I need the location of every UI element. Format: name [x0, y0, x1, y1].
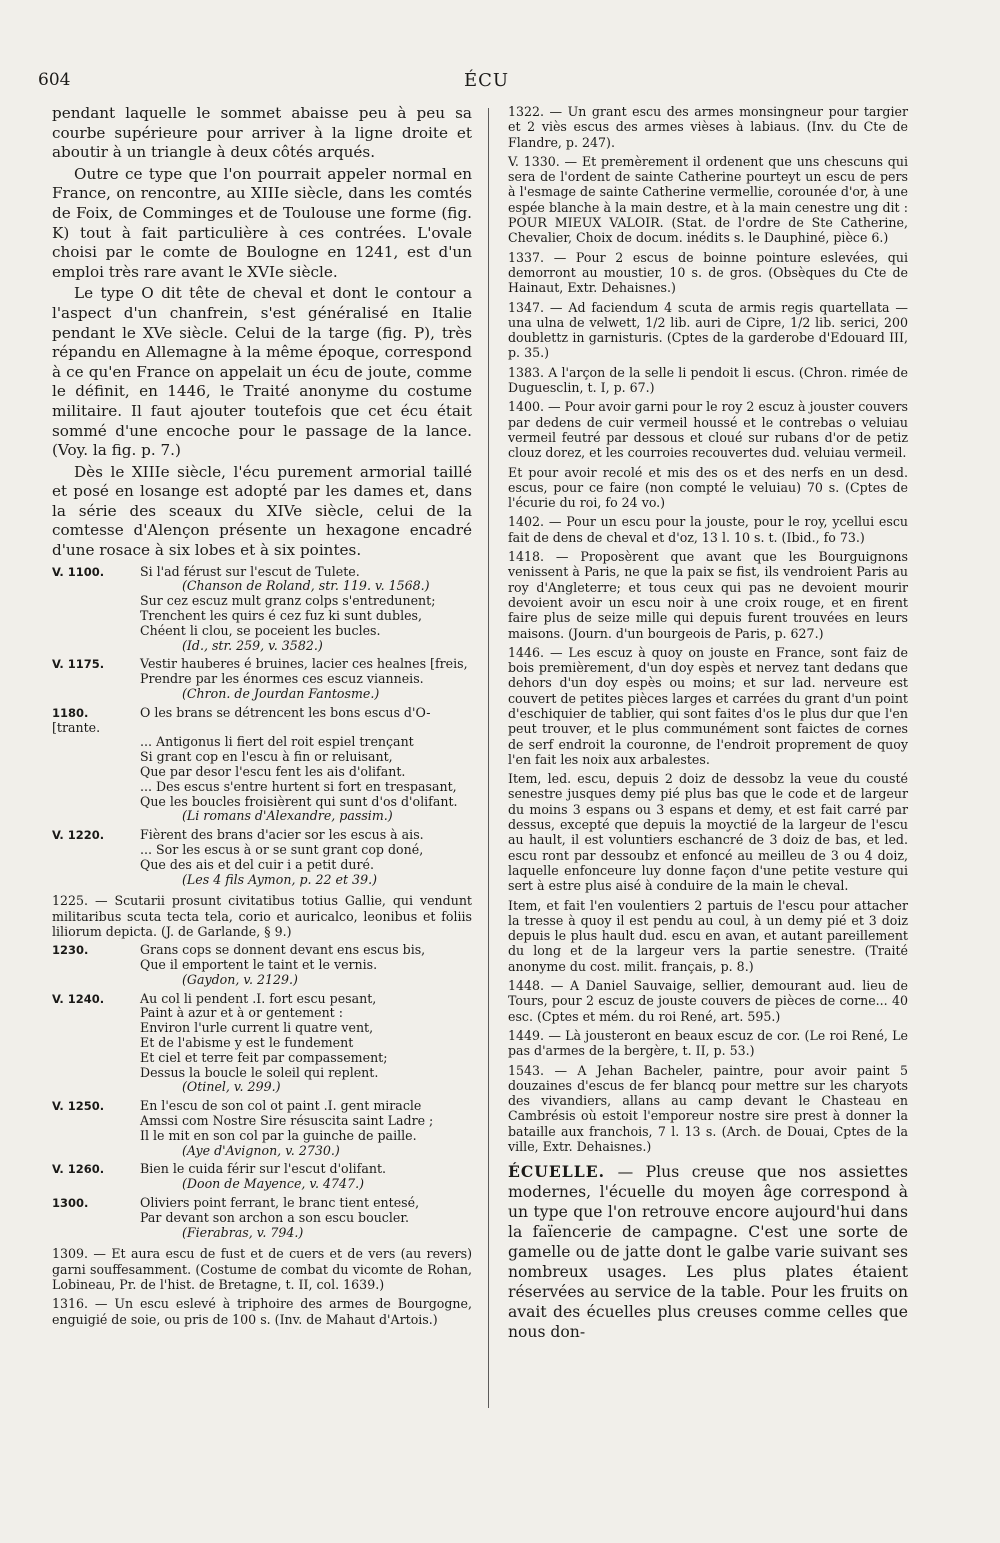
verse-line: Et de l'abisme y est le fundement: [140, 1035, 354, 1051]
entry-1400: 1400. — Pour avoir garni pour le roy 2 escuz à jouster couvers par dedens de cuir vermeil houssé et le contrebas o veluiau vermeil feutré par dessous et cloué sur rubans d'or de petiz clouz dorez, et les courroies recouvertes dud. veluiau vermeil.: [508, 399, 908, 461]
citation-date: 1230.: [52, 943, 89, 958]
verse-line: Grans cops se donnent devant ens escus bis,: [140, 942, 426, 958]
citation-source: (Chanson de Roland, str. 119. v. 1568.): [182, 578, 430, 594]
citation-source: (Les 4 fils Aymon, p. 22 et 39.): [182, 871, 377, 887]
verse-line: Bien le cuida férir sur l'escut d'olifant.: [140, 1161, 387, 1177]
entry-1330: V. 1330. — Et premèrement il ordenent que uns chescuns qui sera de l'ordent de sainte Catherine pourteyt un escu de pers à l'esmage de sainte Catherine vermellie, corounée d'or, à une espée blanche à la main destre, et à la main cenestre ung dit : POUR MIEUX VALOIR. (Stat. de l'ordre de Ste Catherine, Chevalier, Choix de docum. inédits s. le Dauphiné, pièce 6.): [508, 153, 908, 246]
paragraph: Outre ce type que l'on pourrait appeler normal en France, on rencontre, au XIIIe siècle, dans les comtés de Foix, de Comminges et de Toulouse une forme (fig. K) tout à fait particulière à ces contrées. L'ovale choisi par le comte de Boulogne en 1241, est d'un emploi très rare avant le XVIe siècle.: [52, 164, 472, 281]
headword: ÉCUELLE.: [508, 1162, 606, 1182]
entry-1449: 1449. — Là jousteront en beaux escuz de cor. (Le roi René, Le pas d'armes de la bergère, t. II, p. 53.): [508, 1027, 908, 1059]
entry-1383: 1383. A l'arçon de la selle li pendoit li escus. (Chron. rimée de Duguesclin, t. I, p. 67.): [508, 364, 908, 396]
citation-source: (Gaydon, v. 2129.): [182, 971, 298, 987]
column-divider: [488, 108, 489, 1408]
verse-line: Fièrent des brans d'acier sor les escus à ais.: [140, 827, 424, 843]
citation-source: (Fierabras, v. 794.): [182, 1224, 304, 1240]
citation-date: 1300.: [52, 1196, 89, 1211]
verse-line: Vestir hauberes é bruines, lacier ces healnes [freis,: [140, 656, 468, 672]
citation-1100: [52, 565, 472, 654]
paragraph: Le type O dit tête de cheval et dont le contour a l'aspect d'un chanfrein, s'est généralisé en Italie pendant le XVe siècle. Celui de la targe (fig. P), très répandu en Allemagne à la même époque, correspond à ce qu'en France on appelait un écu de joute, comme le définit, en 1446, le Traité anonyme du costume militaire. Il faut ajouter toutefois que cet écu était sommé d'une encoche pour le passage de la lance. (Voy. la fig. p. 7.): [52, 284, 472, 460]
verse-line: Amssi com Nostre Sire résuscita saint Ladre ;: [140, 1113, 434, 1129]
entry-1448: 1448. — A Daniel Sauvaige, sellier, demourant aud. lieu de Tours, pour 2 escuz de jouste couvers de pièces de corne... 40 esc. (Cptes et mém. du roi René, art. 595.): [508, 978, 908, 1024]
entry-1402: 1402. — Pour un escu pour la jouste, pour le roy, ycellui escu fait de dens de cheval et d'oz, 13 l. 10 s. t. (Ibid., fo 73.): [508, 514, 908, 545]
verse-line: Que il emportent le taint et le vernis.: [140, 957, 378, 973]
page-number: 604: [38, 70, 71, 90]
citation-source: (Otinel, v. 299.): [182, 1079, 281, 1095]
verse-line: Environ l'urle current li quatre vent,: [140, 1020, 374, 1036]
verse-line: Que les boucles froisièrent qui sunt d'os d'olifant.: [140, 793, 458, 809]
verse-line: ... Sor les escus à or se sunt grant cop doné,: [140, 842, 424, 857]
verse-line: ... Des escus s'entre hurtent si fort en trespasant,: [140, 778, 457, 794]
verse-line: Oliviers point ferrant, le branc tient entesé,: [140, 1195, 420, 1211]
citation-date: V. 1175.: [52, 657, 105, 672]
entry-1347: 1347. — Ad faciendum 4 scuta de armis regis quartellata — una ulna de velwett, 1/2 lib. auri de Cipre, 1/2 lib. serici, 200 doublettz in garnisturis. (Cptes de la garderobe d'Edouard III, p. 35.): [508, 299, 908, 361]
paragraph: pendant laquelle le sommet abaisse peu à peu sa courbe supérieure pour arriver à la ligne droite et aboutir à un triangle à deux côtés arqués.: [52, 104, 472, 162]
citation-source: (Aye d'Avignon, v. 2730.): [182, 1142, 340, 1158]
verse-line: Dessus la boucle le soleil qui replent.: [140, 1064, 379, 1080]
entry-1418: 1418. — Proposèrent que avant que les Bourguignons venissent à Paris, ne que la paix se fist, ils vendroient Paris au roy d'Angleterre; et tous ceux qui pas ne devoient mourir devoient avoir un escu noir à une croix rouge, et en firent faire plus de seize mille qui depuis furent trouvées en leurs maisons. (Journ. d'un bourgeois de Paris, p. 627.): [508, 549, 908, 641]
citation-1240: [52, 992, 472, 1096]
citation-date: V. 1100.: [52, 564, 105, 579]
verse-line: Si l'ad férust sur l'escut de Tulete.: [140, 563, 360, 579]
citation-1225: 1225. — Scutarii prosunt civitatibus totius Gallie, qui vendunt militaribus scuta tecta tela, corio et auricalco, leonibus et foliis liliorum depicta. (J. de Garlande, § 9.): [52, 893, 472, 939]
verse-line: Que par desor l'escu fent les ais d'olifant.: [140, 764, 406, 780]
citation-1250: [52, 1099, 472, 1158]
verse-line: En l'escu de son col ot paint .I. gent miracle: [140, 1098, 422, 1114]
citation-1260: [52, 1162, 472, 1192]
entry-1446-item-1: Item, led. escu, depuis 2 doiz de dessobz la veue du cousté senestre jusques demy pié plus bas que le code et de largeur du moins 3 espans ou 3 espans et demy, et est fait carré par dessus, excepté que depuis la moyctié de la largeur de l'escu au hault, il est voluntiers eschancré de 3 doiz de bas, et led. escu ront par dessoubz et enfoncé au meilleu de 3 ou 4 doiz, laquelle enfonceure luy donne façon d'une petite vesture qui sert à estre plus aisé à conduire de la main le cheval.: [508, 771, 908, 894]
citation-1175: [52, 657, 472, 701]
article-text: — Plus creuse que nos assiettes modernes, l'écuelle du moyen âge correspond à un type que l'on retrouve encore aujourd'hui dans la faïencerie de campagne. C'est une sorte de gamelle ou de jatte dont le galbe varie suivant ses nombreux usages. Les plus plates étaient réservées au service de la table. Pour les fruits on avait des écuelles plus creuses comme celles que nous don-: [508, 1163, 908, 1342]
verse-line: Prendre par les énormes ces escuz vianneis.: [140, 671, 424, 687]
citation-source: (Li romans d'Alexandre, passim.): [182, 808, 393, 824]
verse-line: O les brans se détrencent les bons escus d'O- [trante.: [52, 704, 431, 735]
verse-line: Sur cez escuz mult granz colps s'entredunent;: [140, 593, 436, 609]
right-column: [508, 104, 908, 1358]
left-column: [52, 104, 472, 1331]
citation-source: (Doon de Mayence, v. 4747.): [182, 1176, 364, 1192]
citation-source: (Chron. de Jourdan Fantosme.): [182, 686, 380, 702]
citation-1180: [52, 706, 472, 824]
verse-line: Si grant cop en l'escu à fin or reluisant,: [140, 749, 393, 765]
running-head: ÉCU: [464, 70, 510, 91]
verse-line: Il le mit en son col par la guinche de paille.: [140, 1127, 417, 1143]
paragraph: Dès le XIIIe siècle, l'écu purement armorial taillé et posé en losange est adopté par les dames et, dans la série des sceaux du XIVe siècle, celui de la comtesse d'Alençon présente un hexagone encadré d'une rosace à six lobes et à six pointes.: [52, 462, 472, 560]
verse-line: Trenchent les quirs é cez fuz ki sunt dubles,: [140, 608, 423, 624]
verse-line: Par devant son archon a son escu boucler.: [140, 1209, 409, 1225]
entry-1446: 1446. — Les escuz à quoy on jouste en France, sont faiz de bois premièrement, d'un doy espès et nervez tant dedans que dehors d'un doy espès ou moins; et sur lad. nerveure est couvert de petites pièces larges et carrées du grant d'un point d'eschiquier de tablier, qui sont faites d'os le plus dur que l'en peut trouver, et le plus communément sont faictes de cornes de serf endroit la couronne, de l'endroit proprement de quoy l'en fait les noix aux arbalestes.: [508, 644, 908, 767]
citation-1300: [52, 1196, 472, 1240]
citation-date: V. 1260.: [52, 1162, 105, 1177]
citation-date: V. 1250.: [52, 1099, 105, 1114]
citation-date: 1180.: [52, 705, 89, 720]
citation-1309: 1309. — Et aura escu de fust et de cuers et de vers (au revers) garni souffesamment. (Costume de combat du vicomte de Rohan, Lobineau, Pr. de l'hist. de Bretagne, t. II, col. 1639.): [52, 1246, 472, 1293]
citation-source: (Id., str. 259, v. 3582.): [182, 637, 323, 653]
citation-1230: [52, 943, 472, 987]
citation-1316: 1316. — Un escu eslevé à triphoire des armes de Bourgogne, enguigié de soie, ou pris de 100 s. (Inv. de Mahaut d'Artois.): [52, 1296, 472, 1327]
verse-line: Paint à azur et à or gentement :: [140, 1005, 343, 1021]
verse-line: Au col li pendent .I. fort escu pesant,: [140, 990, 377, 1006]
entry-1400-continued: Et pour avoir recolé et mis des os et des nerfs en un desd. escus, pour ce faire (non compté le veluiau) 70 s. (Cptes de l'écurie du roi, fo 24 vo.): [508, 464, 908, 511]
citation-date: V. 1220.: [52, 828, 105, 843]
citation-date: V. 1240.: [52, 991, 105, 1006]
entry-1543: 1543. — A Jehan Bacheler, paintre, pour avoir paint 5 douzaines d'escus de fer blancq pour mettre sur les charyots des vivandiers, allans au camp devant le Chasteau en Cambrésis où estoit l'emporeur nostre sire prest à donner la bataille aux franchois, 7 l. 13 s. (Arch. de Douai, Cptes de la ville, Extr. Dehaisnes.): [508, 1062, 908, 1154]
verse-line: Chéent li clou, se poceient les bucles.: [140, 622, 381, 638]
entry-1337: 1337. — Pour 2 escus de boinne pointure eslevées, qui demorront au moustier, 10 s. de gros. (Obsèques du Cte de Hainaut, Extr. Dehaisnes.): [508, 249, 908, 296]
page-header: [0, 70, 1000, 94]
verse-line: Et ciel et terre feit par compassement;: [140, 1049, 388, 1065]
entry-1322: 1322. — Un grant escu des armes monsingneur pour targier et 2 viès escus des armes vièses à labiaus. (Inv. du Cte de Flandre, p. 247).: [508, 104, 908, 150]
verse-line: ... Antigonus li fiert del roit espiel trençant: [140, 734, 414, 750]
verse-line: Que des ais et del cuir i a petit duré.: [140, 856, 375, 872]
citation-1220: [52, 828, 472, 887]
ecuelle-article: [508, 1162, 908, 1342]
entry-1446-item-2: Item, et fait l'en voulentiers 2 partuis de l'escu pour attacher la tresse à quoy il est pendu au coul, à un demy pié et 3 doiz depuis le plus hault dud. escu en avan, et autant pareillement du long et de la largeur vers la partie senestre. (Traité anonyme du cost. milit. français, p. 8.): [508, 897, 908, 974]
